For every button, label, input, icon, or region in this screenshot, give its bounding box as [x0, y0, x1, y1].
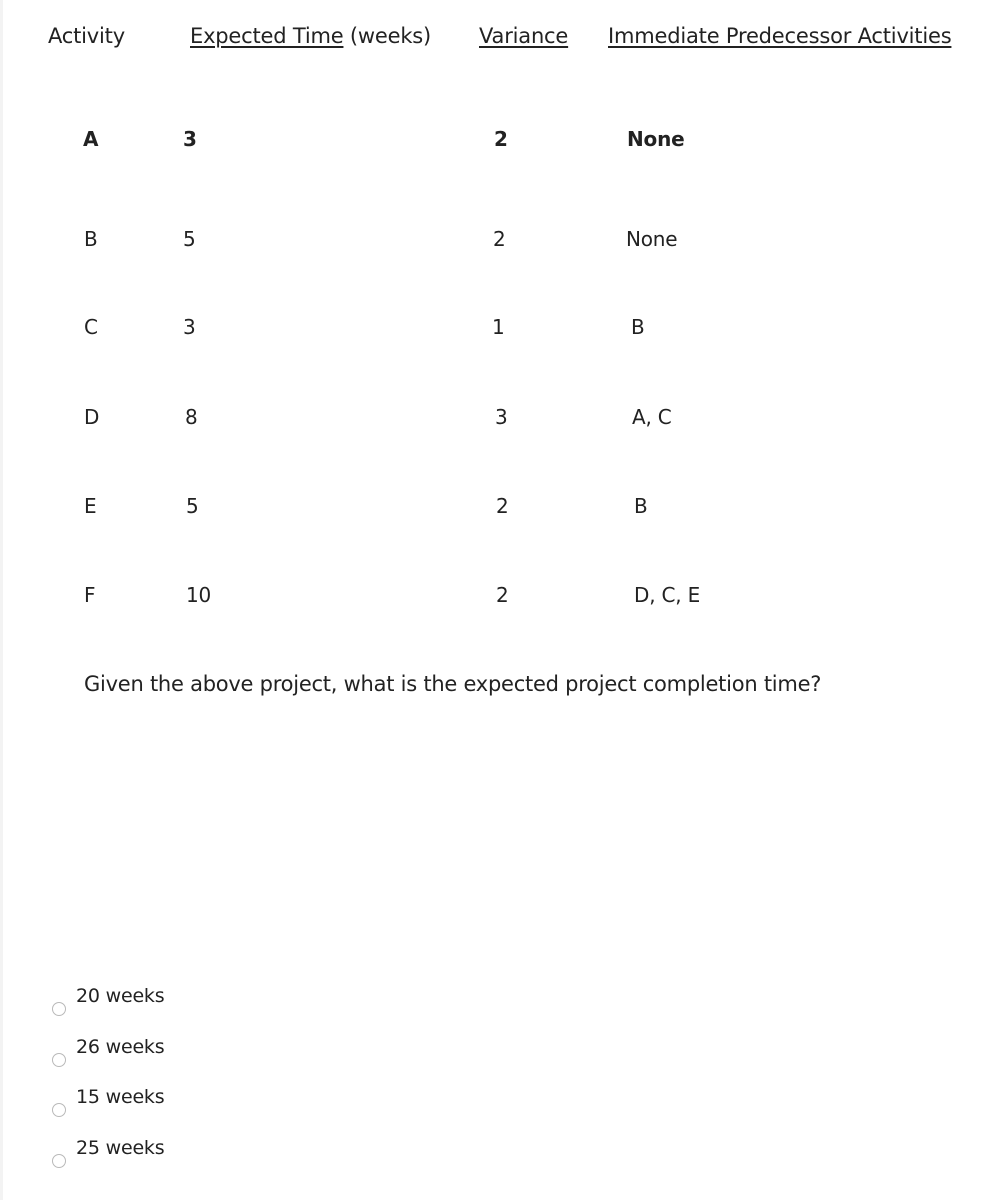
answer-option[interactable] [52, 1035, 252, 1079]
radio-button[interactable] [52, 1154, 66, 1168]
header-activity: Activity [48, 24, 125, 48]
radio-button[interactable] [52, 1103, 66, 1117]
row-d-predecessors: A, C [632, 405, 672, 429]
row-c-variance: 1 [492, 315, 505, 339]
row-a-time: 3 [183, 127, 197, 151]
radio-button[interactable] [52, 1002, 66, 1016]
row-c-activity: C [84, 315, 98, 339]
header-expected-time-underlined: Expected Time [190, 24, 344, 48]
row-e-time: 5 [186, 494, 199, 518]
row-e-activity: E [84, 494, 97, 518]
row-e-variance: 2 [496, 494, 509, 518]
row-f-variance: 2 [496, 583, 509, 607]
question-text: Given the above project, what is the expected project completion time? [84, 672, 822, 696]
row-a-variance: 2 [494, 127, 508, 151]
row-d-time: 8 [185, 405, 198, 429]
row-a-predecessors: None [627, 127, 685, 151]
answer-option-label[interactable]: 15 weeks [76, 1086, 165, 1108]
row-d-activity: D [84, 405, 100, 429]
row-b-variance: 2 [493, 227, 506, 251]
header-expected-time [190, 22, 431, 50]
row-f-time: 10 [186, 583, 212, 607]
row-f-predecessors: D, C, E [634, 583, 701, 607]
row-b-time: 5 [183, 227, 196, 251]
answer-option-label[interactable]: 20 weeks [76, 985, 165, 1007]
row-d-variance: 3 [495, 405, 508, 429]
row-c-time: 3 [183, 315, 196, 339]
answer-option-label[interactable]: 25 weeks [76, 1137, 165, 1159]
header-variance: Variance [479, 24, 569, 48]
row-b-activity: B [84, 227, 98, 251]
header-predecessors: Immediate Predecessor Activities [608, 24, 952, 48]
answer-option[interactable] [52, 984, 252, 1028]
answer-option[interactable] [52, 1085, 252, 1129]
row-b-predecessors: None [626, 227, 678, 251]
header-expected-time-suffix: (weeks) [343, 24, 432, 48]
radio-button[interactable] [52, 1053, 66, 1067]
row-a-activity: A [83, 127, 99, 151]
row-c-predecessors: B [631, 315, 645, 339]
answer-option[interactable] [52, 1136, 252, 1180]
row-f-activity: F [84, 583, 96, 607]
page-left-border [0, 0, 3, 1200]
answer-option-label[interactable]: 26 weeks [76, 1036, 165, 1058]
row-e-predecessors: B [634, 494, 648, 518]
